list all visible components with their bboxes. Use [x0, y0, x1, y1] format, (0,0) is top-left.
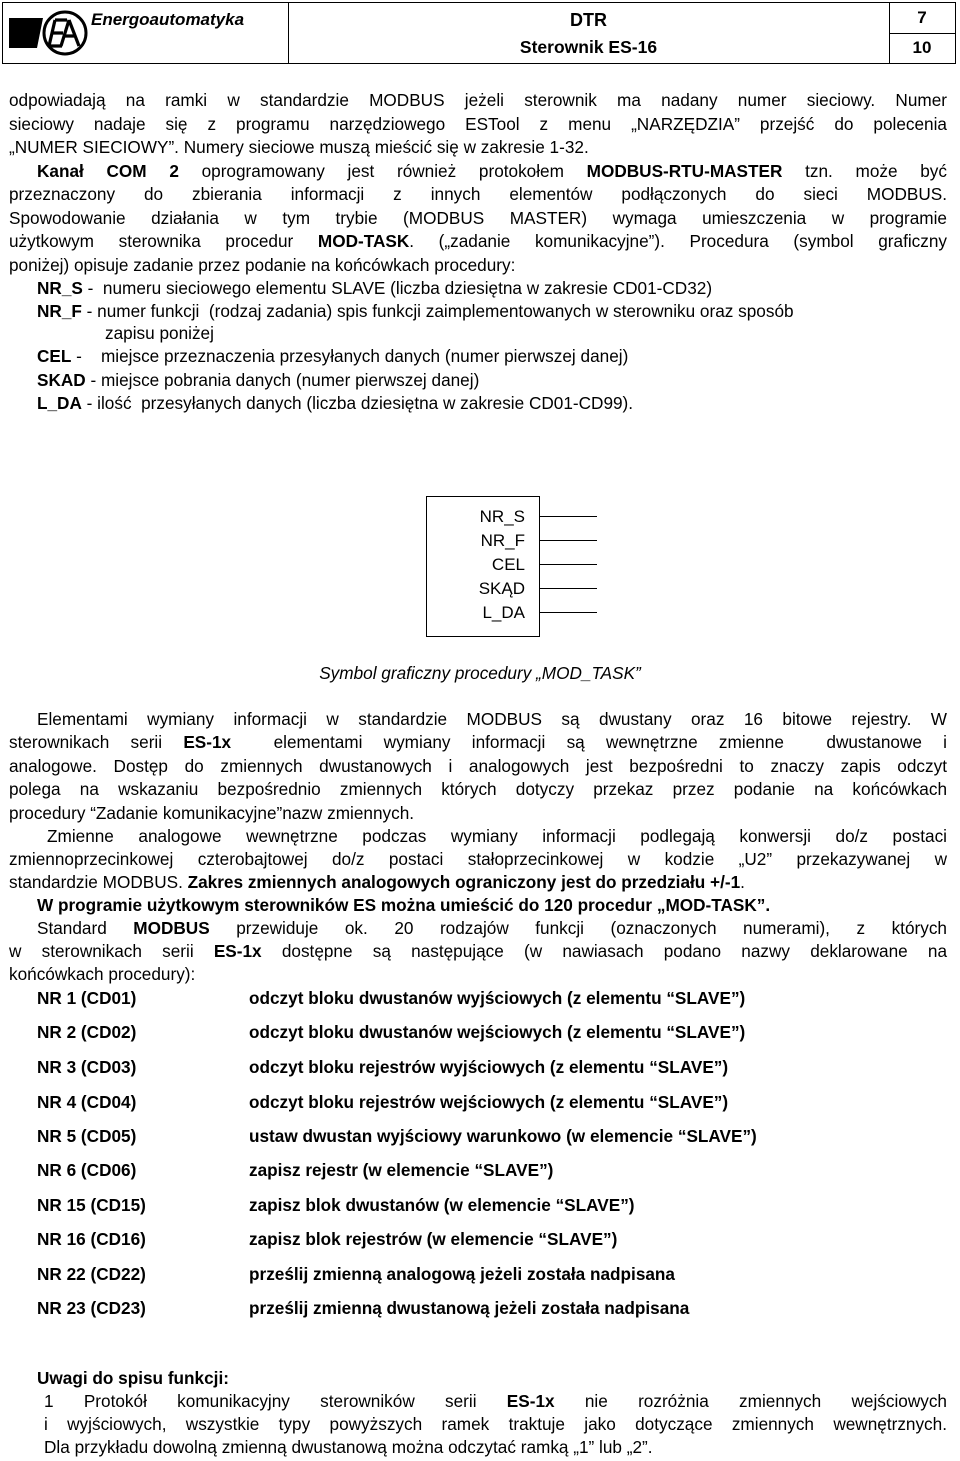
- para4-l3-end: .: [740, 872, 745, 892]
- para2-line2: przeznaczony do zbierania informacji z innych elementów podłączonych do sieci MODBUS.: [9, 184, 947, 204]
- doc-code: DTR: [570, 10, 607, 30]
- function-code: NR 5 (CD05): [37, 1126, 137, 1146]
- def-text: - numer funkcji (rodzaj zadania) spis funkcji zaimplementowanych w sterowniku oraz sposób: [81, 301, 794, 321]
- para4-line3: [9, 871, 947, 894]
- symbol-pin-line: [540, 588, 597, 589]
- function-code: NR 23 (CD23): [37, 1298, 146, 1318]
- notes-l1-bold: ES-1x: [506, 1391, 555, 1411]
- para1-line3: „NUMER SIECIOWY”. Numery sieciowe muszą mieścić się w zakresie 1-32.: [9, 137, 589, 157]
- def-term: SKAD: [37, 370, 86, 390]
- function-desc: prześlij zmienną dwustanową jeżeli została nadpisana: [249, 1298, 690, 1318]
- para2-l4-bold: MOD-TASK: [317, 231, 410, 251]
- notes-line3: Dla przykładu dowolną zmienną dwustanową można odczytać ramką „1” lub „2”.: [44, 1437, 653, 1457]
- function-desc: zapisz blok dwustanów (w elemencie “SLAVE”): [249, 1195, 635, 1215]
- function-desc: odczyt bloku rejestrów wyjściowych (z elementu “SLAVE”): [249, 1057, 729, 1077]
- para3-line4: polega na wskazaniu bezpośrednio zmiennych których dotyczy przekaz przez podanie na końcówkach: [9, 779, 947, 799]
- function-code: NR 22 (CD22): [37, 1264, 146, 1284]
- para5-line2: [9, 940, 947, 963]
- document-title-cell: [288, 3, 890, 63]
- def-nr-f-cont: zapisu poniżej: [105, 323, 214, 343]
- para2-line5: poniżej) opisuje zadanie przez podanie na końcówkach procedury:: [9, 255, 516, 275]
- para5-l2-end: dostępne są następujące (w nawiasach podano nazwy deklarowane na: [261, 941, 947, 961]
- para1-line2: sieciowy nadaje się z programu narzędziowego ESTool z menu „NARZĘDZIA” przejść do polecenia: [9, 114, 947, 134]
- function-desc: prześlij zmienną analogową jeżeli została nadpisana: [249, 1264, 675, 1284]
- para4-l3-bold: Zakres zmiennych analogowych ograniczony jest do przedziału +/-1: [187, 872, 741, 892]
- symbol-caption: Symbol graficzny procedury „MOD_TASK”: [319, 663, 641, 683]
- def-skad: [37, 369, 960, 392]
- para3-line3: analogowe. Dostęp do zmiennych dwustanowych i analogowych jest bezpośredni to znaczy zapis odczyt: [9, 756, 947, 776]
- def-l-da: [37, 392, 960, 415]
- para3-l2-end: elementami wymiany informacji są wewnętrzne zmienne dwustanowe i: [231, 732, 947, 752]
- brand-name: Energoautomatyka: [91, 10, 245, 29]
- function-code: NR 4 (CD04): [37, 1092, 137, 1112]
- para2-line3: Spowodowanie działania w tym trybie (MODBUS MASTER) wymaga umieszczenia w programie: [9, 208, 947, 228]
- mod-task-symbol-box: [426, 496, 540, 637]
- function-desc: zapisz blok rejestrów (w elemencie “SLAVE”): [249, 1229, 618, 1249]
- notes-line1: [44, 1390, 947, 1413]
- notes-l1-end: nie rozróżnia zmiennych wejściowych: [554, 1391, 947, 1411]
- para5-line1: [37, 917, 947, 940]
- def-term: L_DA: [37, 393, 82, 413]
- function-desc: odczyt bloku rejestrów wejściowych (z elementu “SLAVE”): [249, 1092, 729, 1112]
- function-desc: odczyt bloku dwustanów wyjściowych (z elementu “SLAVE”): [249, 988, 746, 1008]
- para4-line2: zmiennoprzecinkowej czterobajtowej do/z postaci stałoprzecinkowej w kodzie „U2” przekazywanej w: [9, 849, 947, 869]
- para2-line1: [37, 160, 947, 183]
- def-text: - ilość przesyłanych danych (liczba dziesiętna w zakresie CD01-CD99).: [81, 393, 634, 413]
- function-code: NR 2 (CD02): [37, 1022, 137, 1042]
- symbol-pin-label: SKĄD: [478, 579, 525, 598]
- notes-title: Uwagi do spisu funkcji:: [37, 1368, 229, 1388]
- function-code: NR 3 (CD03): [37, 1057, 137, 1077]
- function-code: NR 16 (CD16): [37, 1229, 146, 1249]
- para3-line2: [9, 731, 947, 754]
- symbol-pin-line: [540, 540, 597, 541]
- para2-line4: [9, 230, 947, 253]
- symbol-pin-label: NR_S: [479, 507, 525, 526]
- symbol-pin-line: [540, 516, 597, 517]
- para1-line1: odpowiadają na ramki w standardzie MODBUS jeżeli sterownik ma nadany numer sieciowy. Numer: [9, 90, 947, 110]
- para5-l1-bold: MODBUS: [133, 918, 210, 938]
- para5-l1-start: Standard: [37, 918, 134, 938]
- def-text: - numeru sieciowego elementu SLAVE (liczba dziesiętna w zakresie CD01-CD32): [82, 278, 713, 298]
- company-logo-cell: [3, 3, 289, 63]
- para5-l2-start: w sterownikach serii: [9, 941, 214, 961]
- def-term: NR_F: [37, 301, 82, 321]
- def-nr-f: [37, 300, 960, 323]
- symbol-pin-label: CEL: [491, 555, 525, 574]
- def-text: - miejsce przeznaczenia przesyłanych danych (numer pierwszej danej): [71, 346, 629, 366]
- page-total: 10: [912, 38, 932, 57]
- symbol-pin-label: NR_F: [480, 531, 525, 550]
- page-number-cell: [889, 3, 955, 63]
- notes-l1-start: 1 Protokół komunikacyjny sterowników serii: [44, 1391, 507, 1411]
- function-code: NR 6 (CD06): [37, 1160, 137, 1180]
- para2-l4-start: użytkowym sterownika procedur: [9, 231, 318, 251]
- def-term: CEL: [37, 346, 72, 366]
- doc-title: Sterownik ES-16: [519, 37, 658, 57]
- para5-line3: końcówkach procedury):: [9, 964, 196, 984]
- para5-l2-bold: ES-1x: [213, 941, 262, 961]
- def-text: - miejsce pobrania danych (numer pierwszej danej): [85, 370, 480, 390]
- function-code: NR 15 (CD15): [37, 1195, 146, 1215]
- para2-text: oprogramowany jest również protokołem: [178, 161, 587, 181]
- page-number: 7: [889, 3, 955, 34]
- symbol-pin-label: L_DA: [482, 603, 525, 622]
- function-desc: ustaw dwustan wyjściowy warunkowo (w elemencie “SLAVE”): [249, 1126, 757, 1146]
- para3-line5: procedury “Zadanie komunikacyjne”nazw zmiennych.: [9, 803, 415, 823]
- para3-line1: Elementami wymiany informacji w standardzie MODBUS są dwustany oraz 16 bitowe rejestry. W: [37, 709, 947, 729]
- function-desc: zapisz rejestr (w elemencie “SLAVE”): [249, 1160, 554, 1180]
- notes-line2: i wyjściowych, wszystkie typy powyższych ramek traktuje jako dotyczące zmiennych wewnętrznych.: [44, 1414, 947, 1434]
- para2-bold-com2: Kanał COM 2: [37, 161, 179, 181]
- function-desc: odczyt bloku dwustanów wejściowych (z elementu “SLAVE”): [249, 1022, 746, 1042]
- def-term: NR_S: [37, 278, 83, 298]
- para4-line4: W programie użytkowym sterowników ES można umieścić do 120 procedur „MOD-TASK”.: [37, 895, 771, 915]
- para3-l2-bold: ES-1x: [183, 732, 232, 752]
- para2-l4-end: . („zadanie komunikacyjne”). Procedura (symbol graficzny: [409, 231, 948, 251]
- symbol-pin-line: [540, 564, 597, 565]
- energoautomatyka-logo-icon: [9, 8, 89, 58]
- para4-l3-start: standardzie MODBUS.: [9, 872, 188, 892]
- function-code: NR 1 (CD01): [37, 988, 137, 1008]
- para2-text-end: tzn. może być: [782, 161, 947, 181]
- para3-l2-start: sterownikach serii: [9, 732, 184, 752]
- para2-bold-modbus-master: MODBUS-RTU-MASTER: [586, 161, 783, 181]
- para5-l1-end: przewiduje ok. 20 rodzajów funkcji (oznaczonych numerami), z których: [209, 918, 947, 938]
- para4-line1: Zmienne analogowe wewnętrzne podczas wymiany informacji podlegają konwersji do/z postaci: [47, 826, 947, 846]
- page-header: [2, 2, 956, 64]
- def-cel: [37, 345, 960, 368]
- symbol-pin-line: [540, 612, 597, 613]
- def-nr-s: [37, 277, 960, 300]
